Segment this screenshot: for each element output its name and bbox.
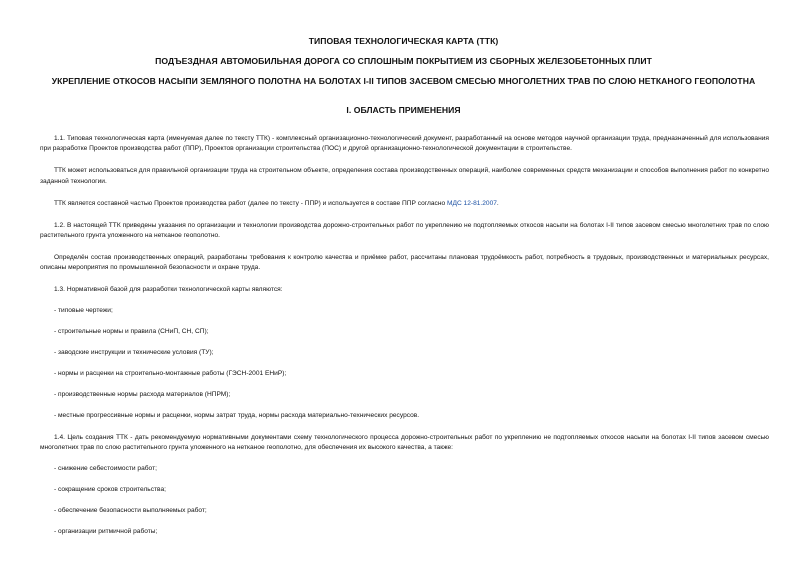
paragraph-1-1: 1.1. Типовая технологическая карта (именуемая далее по тексту ТТК) - комплексный организационно-технологический документ, разработанный на основе методов научной организации труда, предназначенный для использования при разработке Проектов производства работ (ППР), Проектов организации строительства (ПОС) и другой организационно-технологической документации в строительстве. (40, 135, 769, 153)
paragraph-1-4: 1.4. Цель создания ТТК - дать рекомендуемую нормативными документами схему технологического процесса дорожно-строительных работ по укреплению не подтопляемых откосов насыпи на болотах I-II типов засевом смесью многолетних трав по слою растительного грунта уложенного на нетканое геополотно, для обеспечения их высокого качества, а также: (40, 433, 769, 451)
list-item: - снижение себестоимости работ; (54, 464, 157, 472)
paragraph-ttk-usage: ТТК может использоваться для правильной организации труда на строительном объекте, определения состава производственных операций, наиболее современных средств механизации и способов выполнения работ по конкретно заданной технологии. (40, 167, 769, 185)
paragraph-1-3: 1.3. Нормативной базой для разработки технологической карты являются: (54, 286, 283, 294)
paragraph-ttk-ppr-text: ТТК является составной частью Проектов производства работ (далее по тексту - ППР) и используется в составе ППР согласно (54, 199, 447, 207)
document-title: ТИПОВАЯ ТЕХНОЛОГИЧЕСКАЯ КАРТА (ТТК) (308, 36, 499, 46)
mds-link[interactable]: МДС 12-81.2007 (446, 199, 497, 207)
list-item: - обеспечение безопасности выполняемых работ; (54, 506, 207, 514)
paragraph-ttk-ppr-end: . (496, 199, 499, 207)
paragraph-ttk-ppr (40, 199, 769, 209)
document-subtitle: ПОДЪЕЗДНАЯ АВТОМОБИЛЬНАЯ ДОРОГА СО СПЛОШНЫМ ПОКРЫТИЕМ ИЗ СБОРНЫХ ЖЕЛЕЗОБЕТОННЫХ ПЛИТ (155, 56, 652, 66)
list-item: - производственные нормы расхода материалов (НПРМ); (54, 390, 231, 398)
list-item: - заводские инструкции и технические условия (ТУ); (54, 348, 214, 356)
document-body (40, 134, 769, 537)
section-heading: I. ОБЛАСТЬ ПРИМЕНЕНИЯ (346, 105, 461, 115)
list-item: - сокращение сроков строительства; (54, 485, 166, 493)
list-item: - строительные нормы и правила (СНиП, СН, СП); (54, 327, 209, 335)
paragraph-1-2: 1.2. В настоящей ТТК приведены указания по организации и технологии производства дорожно-строительных работ по укреплению не подтопляемых откосов насыпи на болотах I-II типов засевом смесью многолетних трав по слою растительного грунта уложенного на нетканое геополотно. (40, 221, 769, 239)
paragraph-composition: Определён состав производственных операций, разработаны требования к контролю качества и приёмке работ, рассчитаны плановая трудоёмкость работ, потребность в трудовых, производственных и материальных ресурсах, описаны мероприятия по промышленной безопасности и охране труда. (40, 253, 769, 272)
document-topic: УКРЕПЛЕНИЕ ОТКОСОВ НАСЫПИ ЗЕМЛЯНОГО ПОЛОТНА НА БОЛОТАХ I-II ТИПОВ ЗАСЕВОМ СМЕСЬЮ МНОГОЛЕТНИХ ТРАВ ПО СЛОЮ НЕТКАНОГО ГЕОПОЛОТНА (51, 76, 756, 86)
list-item: - типовые чертежи; (54, 307, 113, 315)
list-item: - местные прогрессивные нормы и расценки, нормы затрат труда, нормы расхода материально-технических ресурсов. (54, 411, 420, 419)
list-item: - нормы и расценки на строительно-монтажные работы (ГЭСН-2001 ЕНиР); (54, 369, 287, 377)
list-item: - организации ритмичной работы; (54, 527, 158, 535)
